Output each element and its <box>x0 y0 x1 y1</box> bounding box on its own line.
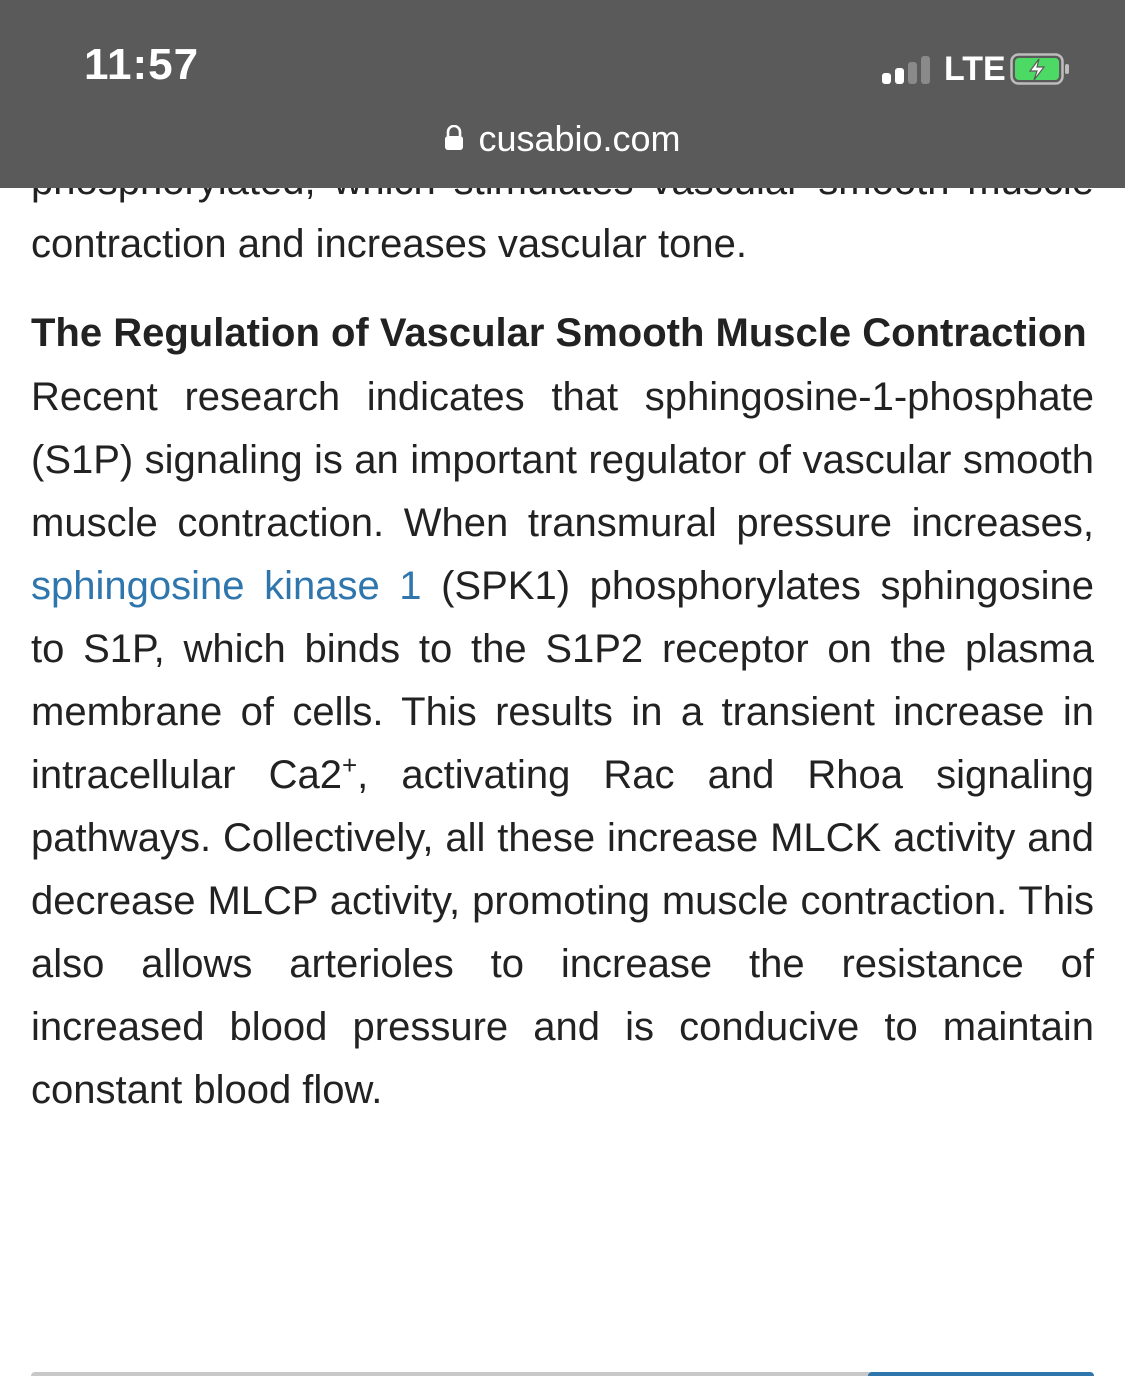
battery-charging-icon <box>1010 53 1070 85</box>
browser-header <box>0 0 1125 188</box>
sphingosine-kinase-link[interactable]: sphingosine kinase 1 <box>31 564 422 608</box>
url-bar[interactable] <box>0 118 1125 160</box>
cellular-signal-icon <box>882 56 934 84</box>
superscript-plus: + <box>341 750 358 780</box>
network-type: LTE <box>944 50 1006 88</box>
url-domain: cusabio.com <box>478 118 681 159</box>
section-heading: The Regulation of Vascular Smooth Muscle Contraction <box>31 311 1087 355</box>
paragraph-text: , activating Rac and Rhoa signaling pathways. Collectively, all these increase MLCK activity and decrease MLCP activity, promoting muscle contraction. This also allows arterioles to increase the resistance of increased blood pressure and is conducive to maintain constant blood flow. <box>31 753 1094 1112</box>
status-time: 11:57 <box>84 40 200 89</box>
bottom-divider-accent <box>868 1372 1094 1376</box>
article-content <box>31 150 1094 1122</box>
paragraph-text: Recent research indicates that sphingosine-1-phosphate (S1P) signaling is an important regulator of vascular smooth muscle contraction. When transmural pressure increases, <box>31 375 1094 545</box>
paragraph-continued: contraction and increases vascular tone. <box>31 222 747 266</box>
paragraph-text: (SPK1) phosphorylates sphingosine to S1P, which binds to the S1P2 receptor on the plasma membrane of cells. This results in a transient increase in intracellular Ca2 <box>31 564 1094 797</box>
paragraph-main <box>31 366 1094 1122</box>
lock-icon <box>444 125 464 151</box>
